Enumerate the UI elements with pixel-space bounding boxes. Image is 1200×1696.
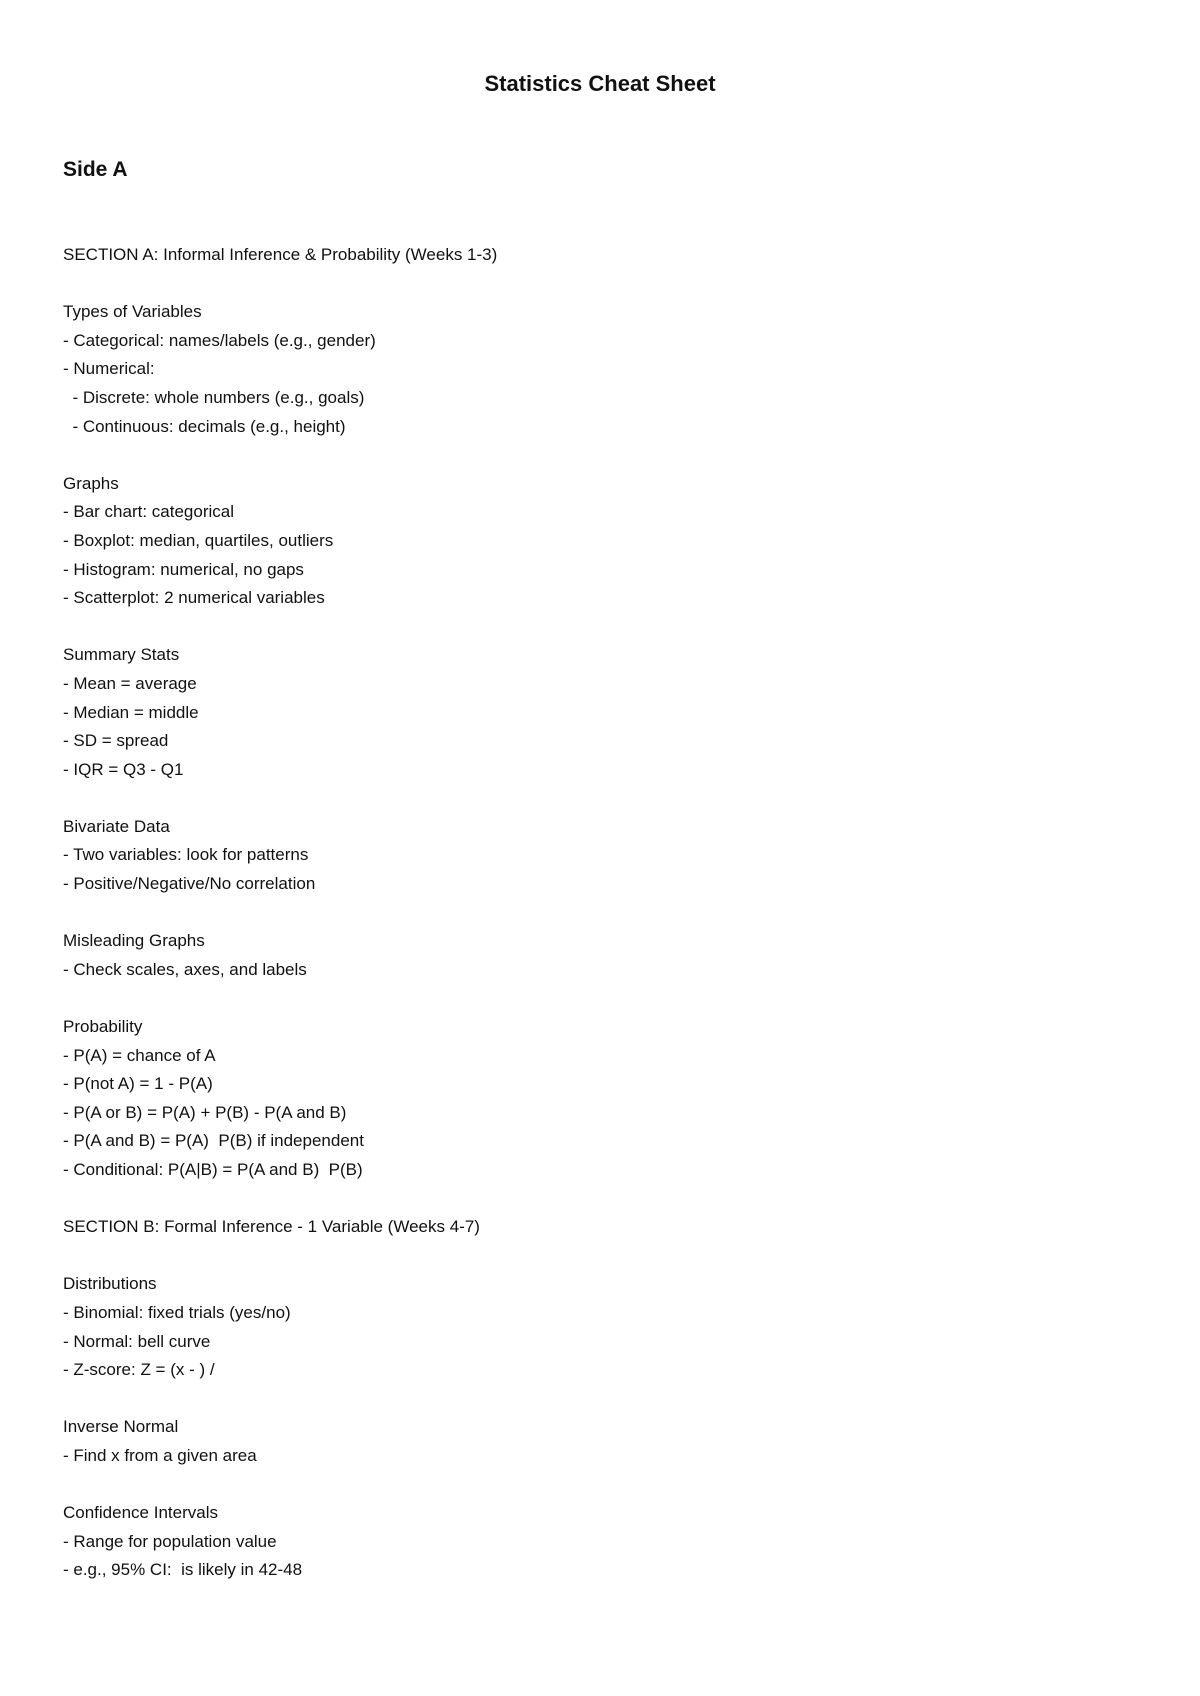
- bullet-item: - Continuous: decimals (e.g., height): [63, 416, 346, 436]
- document-body: [63, 241, 1143, 1585]
- blank-line: [63, 1185, 1143, 1214]
- blank-line: [63, 270, 1143, 299]
- bullet-item: - Z-score: Z = (x - ) /: [63, 1360, 220, 1380]
- topic-heading: Probability: [63, 1017, 143, 1037]
- bullet-item: - P(not A) = 1 - P(A): [63, 1074, 213, 1094]
- topic-heading: Graphs: [63, 473, 119, 493]
- bullet-item: - Numerical:: [63, 359, 155, 379]
- blank-line: [63, 441, 1143, 470]
- bullet-item: - Check scales, axes, and labels: [63, 959, 307, 979]
- bullet-item: - Bar chart: categorical: [63, 502, 235, 522]
- bullet-item: - Scatterplot: 2 numerical variables: [63, 588, 325, 608]
- bullet-item: - Binomial: fixed trials (yes/no): [63, 1302, 291, 1322]
- bullet-item: - Range for population value: [63, 1531, 277, 1551]
- bullet-item: - Normal: bell curve: [63, 1331, 211, 1351]
- blank-line: [63, 1471, 1143, 1500]
- topic-heading: Confidence Intervals: [63, 1503, 218, 1523]
- bullet-item: - Mean = average: [63, 673, 197, 693]
- side-heading: Side A: [63, 158, 128, 181]
- bullet-item: - Conditional: P(A|B) = P(A and B) P(B): [63, 1160, 363, 1179]
- topic-heading: Misleading Graphs: [63, 931, 205, 951]
- bullet-item: - Positive/Negative/No correlation: [63, 874, 316, 894]
- bullet-item: - Find x from a given area: [63, 1445, 257, 1465]
- bullet-item: - IQR = Q3 - Q1: [63, 759, 184, 779]
- bullet-item: - SD = spread: [63, 731, 169, 751]
- blank-line: [63, 1242, 1143, 1271]
- topic-heading: Summary Stats: [63, 645, 180, 665]
- section-heading: SECTION B: Formal Inference - 1 Variable (Weeks 4-7): [63, 1217, 480, 1237]
- bullet-item: - Two variables: look for patterns: [63, 845, 309, 865]
- bullet-item: - Boxplot: median, quartiles, outliers: [63, 530, 334, 550]
- blank-line: [63, 899, 1143, 928]
- topic-heading: Distributions: [63, 1274, 157, 1294]
- bullet-item: - Median = middle: [63, 702, 199, 722]
- topic-heading: Bivariate Data: [63, 816, 170, 836]
- bullet-item: - P(A and B) = P(A) P(B) if independent: [63, 1131, 364, 1151]
- document-title: Statistics Cheat Sheet: [484, 71, 716, 96]
- blank-line: [63, 613, 1143, 642]
- section-heading: SECTION A: Informal Inference & Probability (Weeks 1-3): [63, 245, 498, 264]
- topic-heading: Types of Variables: [63, 302, 202, 322]
- topic-heading: Inverse Normal: [63, 1417, 179, 1437]
- blank-line: [63, 984, 1143, 1013]
- bullet-item: - P(A) = chance of A: [63, 1045, 216, 1065]
- bullet-item: - P(A or B) = P(A) + P(B) - P(A and B): [63, 1102, 347, 1122]
- bullet-item: - Histogram: numerical, no gaps: [63, 559, 304, 579]
- blank-line: [63, 784, 1143, 813]
- blank-line: [63, 1385, 1143, 1414]
- bullet-item: - e.g., 95% CI: is likely in 42-48: [63, 1560, 303, 1580]
- bullet-item: - Discrete: whole numbers (e.g., goals): [63, 387, 365, 407]
- bullet-item: - Categorical: names/labels (e.g., gender): [63, 330, 376, 350]
